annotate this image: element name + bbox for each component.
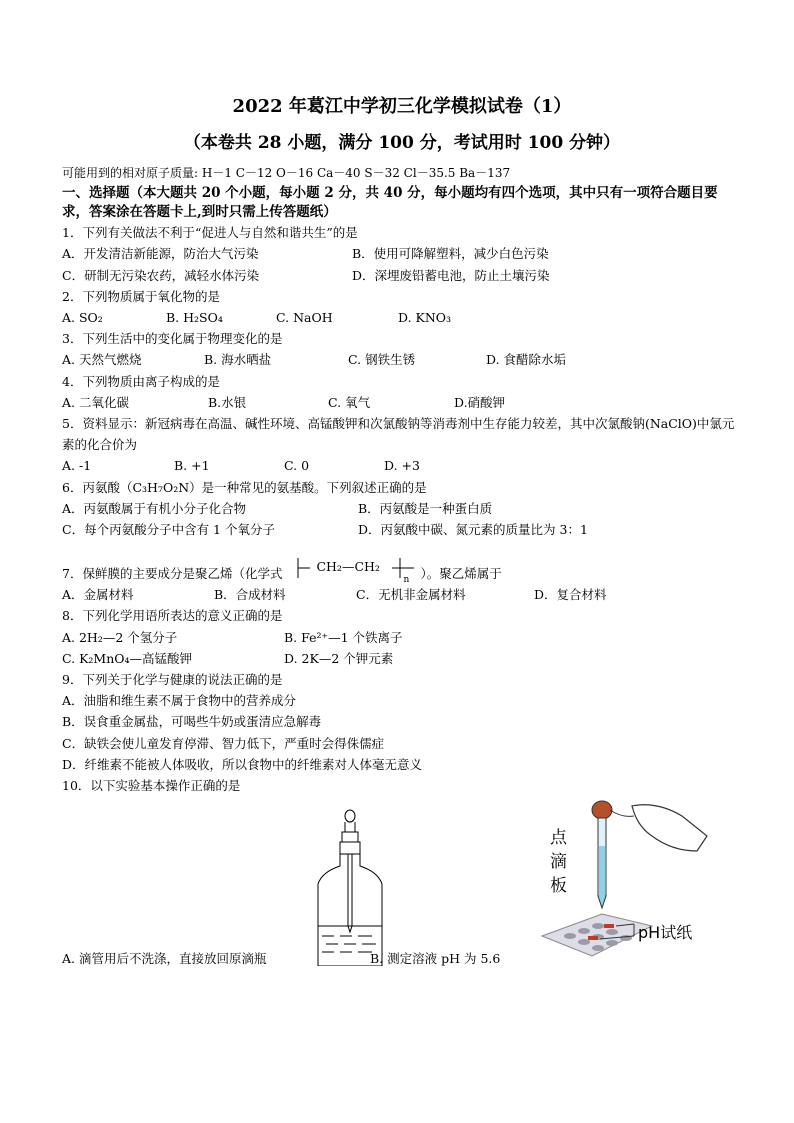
option-b: B. 测定溶液 pH 为 5.6 <box>370 951 501 967</box>
question-4-options <box>62 392 742 413</box>
option-c: C．缺铁会使儿童发育停滞、智力低下，严重时会得侏儒症 <box>62 735 385 751</box>
section-heading: 一、选择题（本大题共 20 个小题，每小题 2 分，共 40 分，每小题均有四个选项，其中只有一项符合题目要求，答案涂在答题卡上,到时只需上传答题纸） <box>62 185 718 221</box>
question-6-stem: 6．丙氨酸（C₃H₇O₂N）是一种常见的氨基酸。下列叙述正确的是 <box>62 479 427 495</box>
option-a: A. 二氧化碳 <box>62 394 129 410</box>
option-d: D．纤维素不能被人体吸收，所以食物中的纤维素对人体毫无意义 <box>62 756 423 772</box>
question-8-options-row2 <box>62 648 742 669</box>
question-9-stem: 9．下列关于化学与健康的说法正确的是 <box>62 672 283 688</box>
polyethylene-formula <box>296 544 416 584</box>
spot-plate-label <box>550 826 567 898</box>
page-subtitle: （本卷共 28 小题，满分 100 分，考试用时 100 分钟） <box>183 133 621 153</box>
option-c: C．研制无污染农药，减轻水体污染 <box>62 267 260 283</box>
option-a: A. SO₂ <box>62 310 103 326</box>
question-5-options <box>62 455 742 476</box>
page-title: 2022 年葛江中学初三化学模拟试卷（1） <box>232 96 572 117</box>
option-c: C．无机非金属材料 <box>356 587 466 603</box>
atomic-masses: 可能用到的相对原子质量: H－1 C－12 O－16 Ca－40 S－32 Cl－35.5 Ba－137 <box>62 166 511 180</box>
question-10-stem: 10．以下实验基本操作正确的是 <box>62 778 241 794</box>
question-7-options <box>62 584 742 605</box>
question-7-stem-start: 7．保鲜膜的主要成分是聚乙烯（化学式 <box>62 566 283 582</box>
option-a: A. -1 <box>62 458 92 474</box>
question-1-options-row1 <box>62 243 742 264</box>
option-a: A．开发清洁新能源，防治大气污染 <box>62 246 259 262</box>
question-3-stem: 3．下列生活中的变化属于物理变化的是 <box>62 331 283 347</box>
option-d: D．深埋废铅蓄电池，防止土壤污染 <box>352 267 550 283</box>
option-d: D.硝酸钾 <box>454 394 506 410</box>
option-a: A．丙氨酸属于有机小分子化合物 <box>62 500 247 516</box>
question-8-stem: 8．下列化学用语所表达的意义正确的是 <box>62 608 283 624</box>
option-b: B. 海水晒盐 <box>204 352 272 368</box>
option-c: C. NaOH <box>276 310 333 326</box>
option-c: C．每个丙氨酸分子中含有 1 个氧分子 <box>62 522 275 538</box>
option-d: D. 食醋除水垢 <box>486 352 567 368</box>
option-b: B．使用可降解塑料，减少白色污染 <box>352 246 549 262</box>
option-c: C. 钢铁生锈 <box>348 352 416 368</box>
spot-plate-label-1: 点 <box>550 828 567 849</box>
option-b: B．合成材料 <box>214 587 286 603</box>
option-a: A. 滴管用后不洗涤，直接放回原滴瓶 <box>62 951 267 967</box>
spot-plate-label-2: 滴 <box>550 852 567 873</box>
question-10-figures <box>62 796 742 986</box>
option-c: C. 氧气 <box>328 394 371 410</box>
formula-text: CH₂—CH₂ <box>316 559 380 575</box>
question-8-options-row1 <box>62 627 742 648</box>
option-d: D. 2K—2 个钾元素 <box>284 650 394 666</box>
dropper-bottle-icon <box>312 806 402 966</box>
question-2-stem: 2．下列物质属于氧化物的是 <box>62 288 220 304</box>
option-b: B．误食重金属盐，可喝些牛奶或蛋清应急解毒 <box>62 714 322 730</box>
question-6-options-row2 <box>62 519 742 540</box>
question-4-stem: 4．下列物质由离子构成的是 <box>62 373 220 389</box>
question-10-options <box>62 948 500 969</box>
question-6-options-row1 <box>62 498 742 519</box>
option-d: D．丙氨酸中碳、氮元素的质量比为 3：1 <box>358 522 588 538</box>
spot-plate-label-3: 板 <box>550 876 567 897</box>
option-b: B. Fe²⁺—1 个铁离子 <box>284 629 403 645</box>
option-b: B.水银 <box>208 394 247 410</box>
option-a: A. 2H₂—2 个氢分子 <box>62 629 178 645</box>
question-2-options <box>62 307 742 328</box>
option-c: C. 0 <box>284 458 310 474</box>
question-3-options <box>62 349 742 370</box>
option-b: B. H₂SO₄ <box>166 310 223 326</box>
question-5-stem: 5．资料显示：新冠病毒在高温、碱性环境、高锰酸钾和次氯酸钠等消毒剂中生存能力较差，其中次氯酸钠(NaClO)中氯元素的化合价为 <box>62 416 735 453</box>
question-7-stem <box>62 540 742 584</box>
option-d: D. +3 <box>384 458 420 474</box>
option-b: B．丙氨酸是一种蛋白质 <box>358 500 493 516</box>
option-c: C. K₂MnO₄—高锰酸钾 <box>62 650 193 666</box>
exam-page <box>62 95 742 986</box>
ph-paper-label: pH试纸 <box>638 923 693 943</box>
option-d: D．复合材料 <box>534 587 607 603</box>
option-a: A. 天然气燃烧 <box>62 352 142 368</box>
option-d: D. KNO₃ <box>398 310 452 326</box>
formula-subscript: n <box>403 575 410 586</box>
question-7-stem-end: ）。聚乙烯属于 <box>420 566 502 582</box>
option-a: A．油脂和维生素不属于食物中的营养成分 <box>62 693 297 709</box>
option-a: A．金属材料 <box>62 587 134 603</box>
option-b: B. +1 <box>174 458 210 474</box>
question-1-options-row2 <box>62 265 742 286</box>
question-1-stem: 1．下列有关做法不利于“促进人与自然和谐共生”的是 <box>62 225 358 241</box>
